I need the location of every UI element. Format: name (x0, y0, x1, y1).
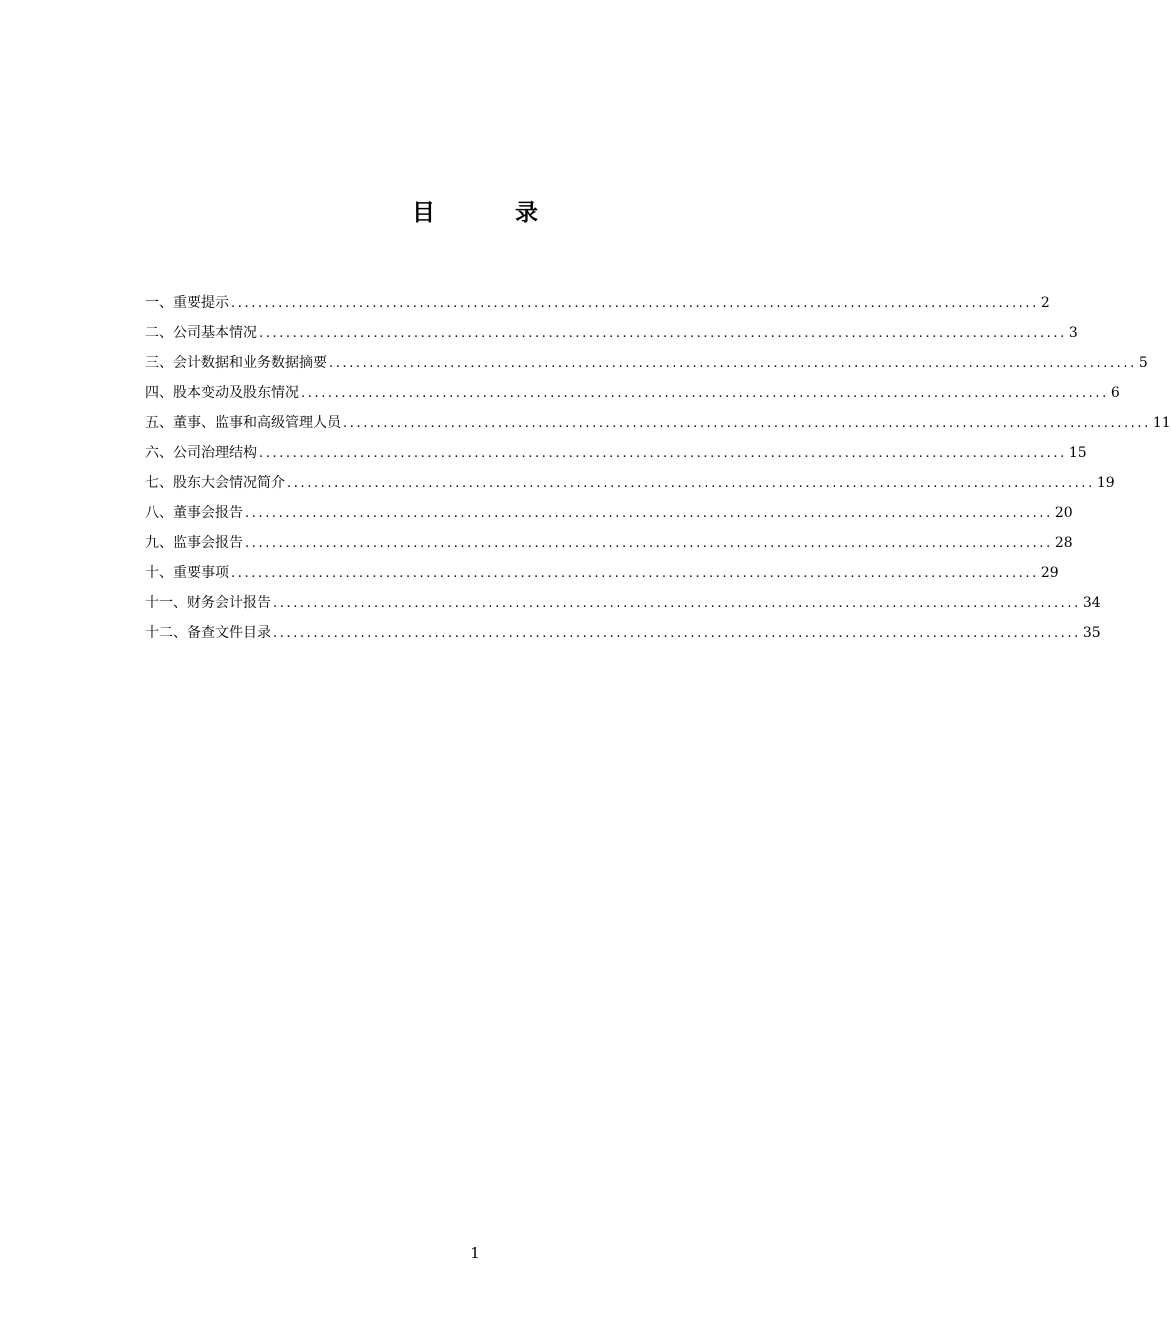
toc-dot-leader: ........................................................................................................................ (301, 386, 1109, 401)
toc-entry[interactable] (145, 621, 1101, 651)
toc-entry-label: 九、监事会报告 (145, 535, 243, 551)
toc-entry[interactable] (145, 471, 1115, 501)
page-number: 1 (470, 1244, 480, 1262)
toc-entry[interactable] (145, 381, 1120, 411)
toc-entry-page: 29 (1040, 565, 1059, 581)
toc-entry[interactable] (145, 411, 1171, 441)
toc-dot-leader: ........................................................................................................................ (329, 356, 1137, 371)
toc-entry-label: 五、董事、监事和高级管理人员 (145, 415, 341, 431)
toc-dot-leader: ........................................................................................................................ (259, 326, 1067, 341)
toc-entry[interactable] (145, 351, 1148, 381)
page-title: 目 录 (411, 200, 574, 226)
toc-entry[interactable] (145, 441, 1087, 471)
toc-dot-leader: ........................................................................................................................ (231, 296, 1039, 311)
toc-entry[interactable] (145, 591, 1101, 621)
toc-dot-leader: ........................................................................................................................ (245, 536, 1053, 551)
toc-entry-label: 六、公司治理结构 (145, 445, 257, 461)
toc-entry-label: 一、重要提示 (145, 295, 229, 311)
toc-entry-page: 15 (1068, 445, 1087, 461)
toc-entry-page: 11 (1152, 415, 1171, 431)
toc-entry-label: 七、股东大会情况简介 (145, 475, 285, 491)
toc-entry-page: 34 (1082, 595, 1101, 611)
toc-entry-page: 6 (1110, 385, 1120, 401)
toc-entry-label: 四、股本变动及股东情况 (145, 385, 299, 401)
toc-entry-label: 十一、财务会计报告 (145, 595, 271, 611)
toc-entry-label: 三、会计数据和业务数据摘要 (145, 355, 327, 371)
toc-entry-label: 十、重要事项 (145, 565, 229, 581)
toc-entry-page: 35 (1082, 625, 1101, 641)
toc-dot-leader: ........................................................................................................................ (245, 506, 1053, 521)
toc-dot-leader: ........................................................................................................................ (231, 566, 1039, 581)
toc-entry[interactable] (145, 291, 1050, 321)
toc-entry-page: 2 (1040, 295, 1050, 311)
toc-dot-leader: ........................................................................................................................ (343, 416, 1151, 431)
table-of-contents (145, 291, 1171, 651)
toc-entry-page: 20 (1054, 505, 1073, 521)
toc-entry[interactable] (145, 321, 1078, 351)
toc-dot-leader: ........................................................................................................................ (259, 446, 1067, 461)
toc-entry-label: 二、公司基本情况 (145, 325, 257, 341)
toc-dot-leader: ........................................................................................................................ (273, 596, 1081, 611)
toc-entry-label: 十二、备查文件目录 (145, 625, 271, 641)
toc-entry-page: 19 (1096, 475, 1115, 491)
toc-dot-leader: ........................................................................................................................ (273, 626, 1081, 641)
toc-entry-page: 3 (1068, 325, 1078, 341)
toc-entry-page: 28 (1054, 535, 1073, 551)
toc-entry-page: 5 (1138, 355, 1148, 371)
toc-entry-label: 八、董事会报告 (145, 505, 243, 521)
toc-entry[interactable] (145, 561, 1059, 591)
toc-entry[interactable] (145, 531, 1073, 561)
toc-entry[interactable] (145, 501, 1073, 531)
toc-dot-leader: ........................................................................................................................ (287, 476, 1095, 491)
